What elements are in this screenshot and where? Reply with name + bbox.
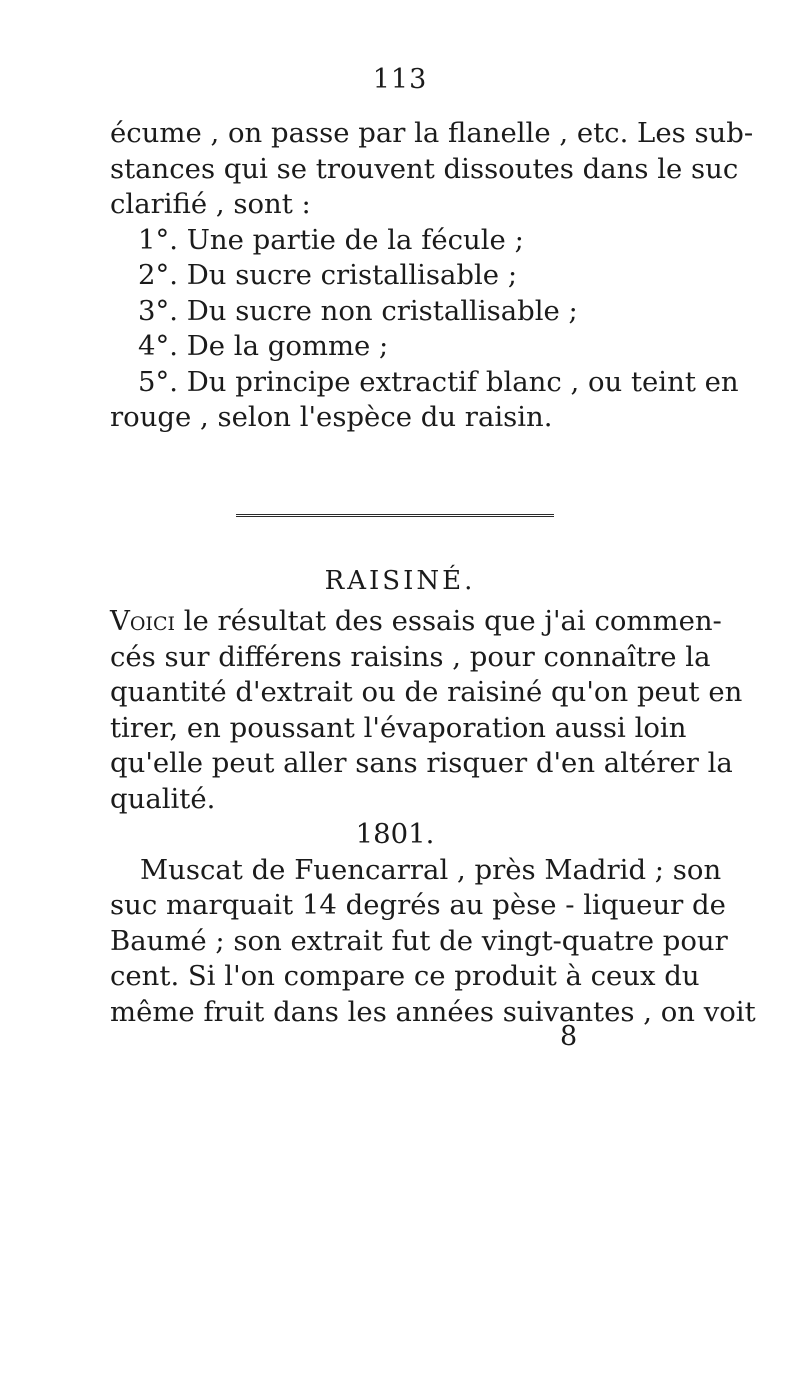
list-continuation: rouge , selon l'espèce du raisin. bbox=[110, 401, 553, 433]
lead-word: Voici bbox=[110, 605, 175, 637]
list-item: 5°. Du principe extractif blanc , ou teint en bbox=[138, 365, 739, 398]
paragraph-line bbox=[110, 604, 722, 640]
list-item: 2°. Du sucre cristallisable ; bbox=[138, 259, 518, 291]
raisine-section bbox=[110, 604, 756, 1030]
list-item: 1°. Une partie de la fécule ; bbox=[138, 223, 524, 256]
top-section bbox=[110, 116, 754, 436]
section-divider bbox=[236, 514, 554, 517]
list-item: 3°. Du sucre non cristallisable ; bbox=[138, 294, 578, 327]
paragraph-line-rest: le résultat des essais que j'ai commen- bbox=[175, 605, 722, 637]
year-heading: 1801. bbox=[355, 818, 435, 850]
paragraph-line: qualité. bbox=[110, 782, 216, 815]
paragraph-line: Muscat de Fuencarral , près Madrid ; son bbox=[140, 853, 722, 886]
paragraph-line: quantité d'extrait ou de raisiné qu'on peut en bbox=[110, 676, 743, 708]
paragraph-line: Baumé ; son extrait fut de vingt-quatre pour bbox=[110, 924, 728, 957]
paragraph-line: stances qui se trouvent dissoutes dans le suc bbox=[110, 152, 739, 185]
paragraph-line: qu'elle peut aller sans risquer d'en altérer la bbox=[110, 747, 733, 779]
signature-mark: 8 bbox=[560, 1021, 578, 1052]
paragraph-line: cent. Si l'on compare ce produit à ceux du bbox=[110, 960, 700, 992]
page-number: 113 bbox=[372, 64, 428, 95]
paragraph-line: suc marquait 14 degrés au pèse - liqueur de bbox=[110, 889, 726, 921]
paragraph-line: clarifié , sont : bbox=[110, 188, 311, 220]
paragraph-line: même fruit dans les années suivantes , on voit bbox=[110, 995, 756, 1028]
paragraph-line: écume , on passe par la flanelle , etc. Les sub- bbox=[110, 117, 754, 149]
paragraph-line: tirer, en poussant l'évaporation aussi loin bbox=[110, 711, 687, 744]
section-heading: RAISINÉ. bbox=[324, 566, 476, 596]
list-item: 4°. De la gomme ; bbox=[138, 330, 389, 362]
paragraph-line: cés sur différens raisins , pour connaître la bbox=[110, 640, 711, 673]
